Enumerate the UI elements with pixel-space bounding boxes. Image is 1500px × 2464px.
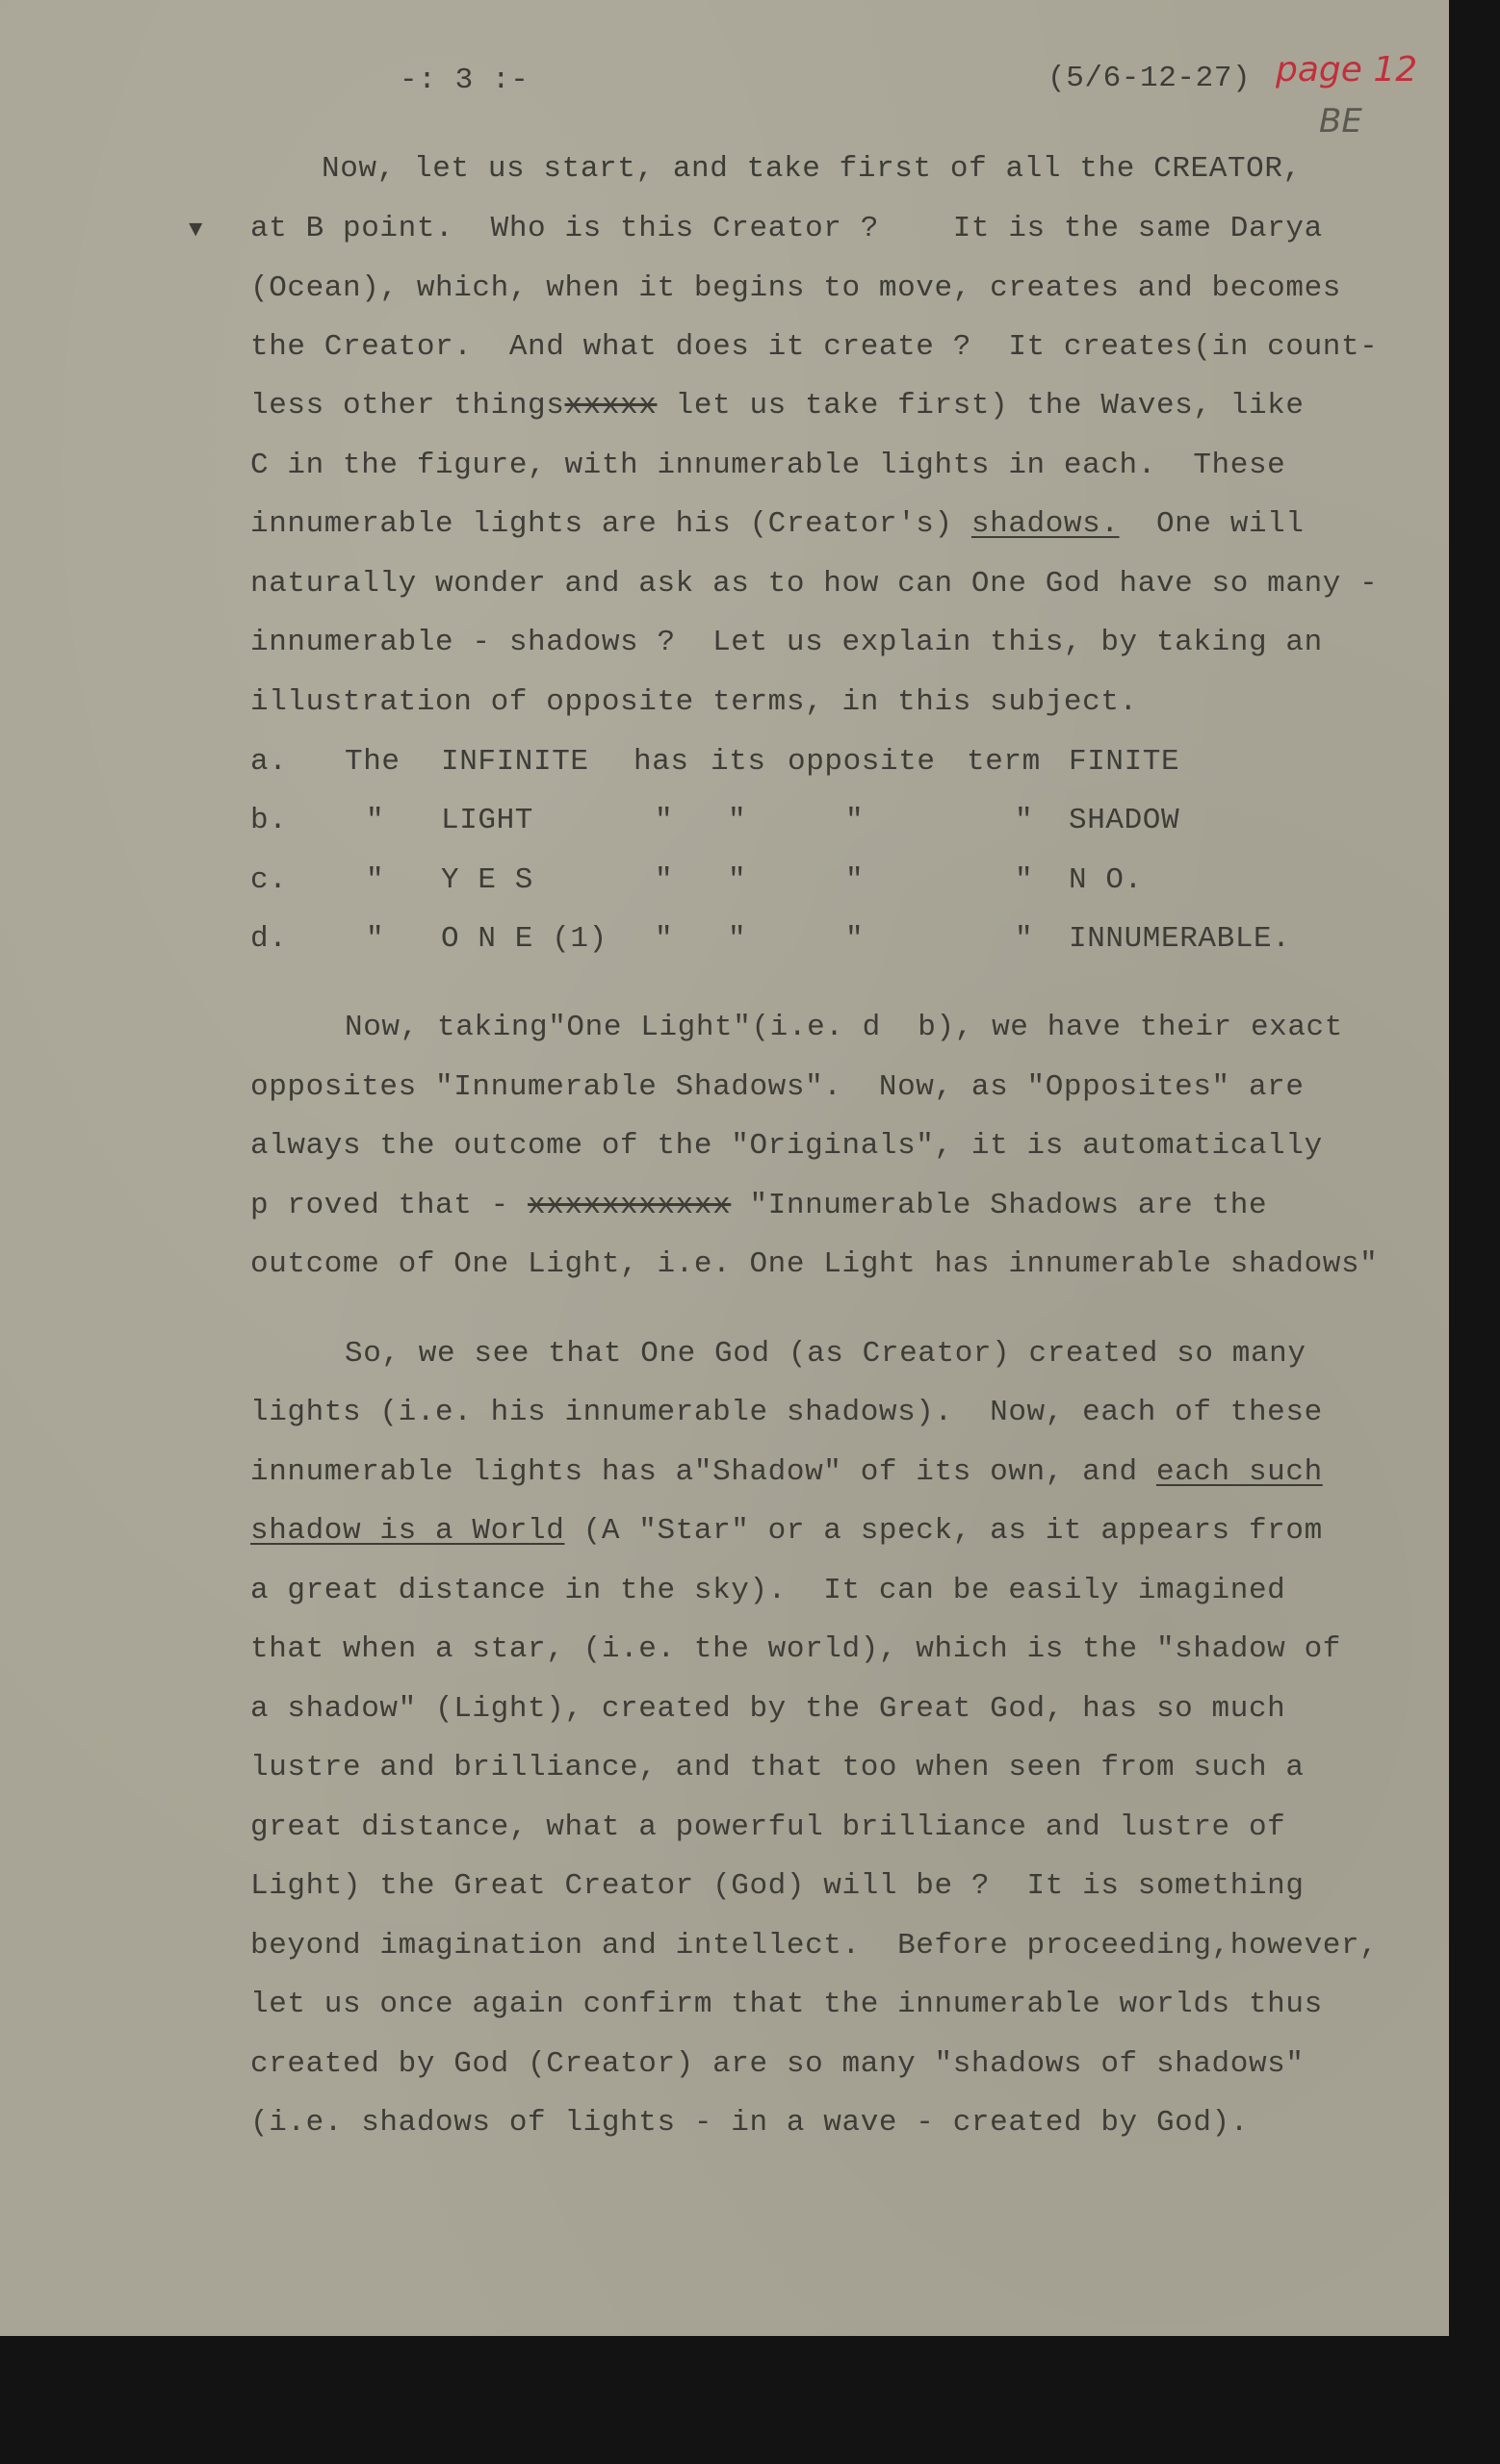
opposite-term: FINITE — [1069, 745, 1180, 779]
row-letter: d. — [250, 922, 288, 956]
connector-word: term — [967, 745, 1041, 779]
connector-word: its — [711, 745, 766, 779]
ditto-mark: " — [655, 922, 674, 956]
text-line: (Ocean), which, when it begins to move, creates and becomes — [250, 271, 1341, 305]
ditto-mark: " — [728, 863, 747, 897]
ditto-mark: " — [728, 922, 747, 956]
opposite-term: N O. — [1069, 863, 1143, 897]
text-segment: "Innumerable Shadows are the — [731, 1189, 1268, 1222]
text-segment: (A "Star" or a speck, as it appears from — [564, 1514, 1323, 1548]
ditto-mark: " — [655, 804, 674, 837]
term: O N E (1) — [441, 922, 608, 956]
underlined-text: each such — [1155, 1455, 1323, 1489]
text-line: lustre and brilliance, and that too when seen from such a — [250, 1751, 1305, 1784]
text-line: a shadow" (Light), created by the Great God, has so much — [250, 1692, 1286, 1726]
text-segment: innumerable lights has a"Shadow" of its own, and — [250, 1455, 1156, 1489]
text-segment: p roved that - — [250, 1189, 529, 1222]
ditto-mark: " — [845, 863, 865, 897]
connector-word: has — [634, 745, 689, 779]
text-line — [250, 1187, 1267, 1225]
page-number: -: 3 :- — [400, 64, 530, 97]
scan-border-right — [1449, 0, 1500, 2464]
ditto-mark: " — [1015, 863, 1034, 897]
text-segment: One will — [1119, 507, 1305, 541]
struck-out-text: xxxxxxxxxxx — [528, 1189, 732, 1222]
text-line: lights (i.e. his innumerable shadows). Now, each of these — [250, 1396, 1323, 1429]
text-line — [250, 1512, 1323, 1551]
row-letter: b. — [250, 804, 288, 837]
text-line: great distance, what a powerful brilliance and lustre of — [250, 1810, 1286, 1844]
row-prefix: The — [345, 745, 401, 779]
ditto-mark: " — [845, 922, 865, 956]
row-letter: a. — [250, 745, 288, 779]
handwritten-page-number: page 12 — [1276, 50, 1418, 90]
opposite-term: SHADOW — [1069, 804, 1180, 837]
ditto-mark: " — [366, 863, 385, 897]
underlined-text: shadow is a World — [250, 1514, 565, 1548]
text-line: (i.e. shadows of lights - in a wave - created by God). — [250, 2106, 1249, 2140]
margin-arrow: ▼ — [189, 218, 204, 244]
date-reference: (5/6-12-27) — [1047, 62, 1252, 95]
text-line: beyond imagination and intellect. Before proceeding,however, — [250, 1929, 1379, 1963]
ditto-mark: " — [728, 804, 747, 837]
text-line: outcome of One Light, i.e. One Light has innumerable shadows" — [250, 1247, 1379, 1281]
connector-word: opposite — [788, 745, 936, 779]
text-segment: less other things — [250, 389, 565, 423]
term: LIGHT — [441, 804, 534, 837]
text-line: Now, taking"One Light"(i.e. d b), we have their exact — [345, 1011, 1343, 1044]
ditto-mark: " — [1015, 922, 1034, 956]
term: INFINITE — [441, 745, 589, 779]
text-segment: innumerable lights are his (Creator's) — [250, 507, 971, 541]
text-line: So, we see that One God (as Creator) created so many — [345, 1337, 1306, 1371]
text-line: Now, let us start, and take first of all the CREATOR, — [322, 152, 1302, 186]
text-line: that when a star, (i.e. the world), which is the "shadow of — [250, 1632, 1341, 1666]
ditto-mark: " — [366, 804, 385, 837]
text-line: C in the figure, with innumerable lights in each. These — [250, 449, 1286, 482]
term: Y E S — [441, 863, 534, 897]
scan-border-bottom — [0, 2336, 1500, 2464]
text-line: let us once again confirm that the innumerable worlds thus — [250, 1988, 1323, 2021]
ditto-mark: " — [366, 922, 385, 956]
ditto-mark: " — [1015, 804, 1034, 837]
text-line: always the outcome of the "Originals", it is automatically — [250, 1129, 1323, 1163]
text-line — [250, 1453, 1323, 1492]
text-line: naturally wonder and ask as to how can One God have so many - — [250, 567, 1379, 601]
text-line — [250, 505, 1305, 544]
text-segment: let us take first) the Waves, like — [657, 389, 1305, 423]
text-line: a great distance in the sky). It can be easily imagined — [250, 1574, 1286, 1607]
struck-out-text: xxxxx — [564, 389, 658, 423]
text-line: opposites "Innumerable Shadows". Now, as "Opposites" are — [250, 1070, 1305, 1104]
handwritten-initials: BE — [1319, 102, 1362, 141]
text-line: illustration of opposite terms, in this subject. — [250, 685, 1138, 719]
opposite-term: INNUMERABLE. — [1069, 922, 1291, 956]
row-letter: c. — [250, 863, 288, 897]
text-line — [250, 387, 1305, 425]
text-line: the Creator. And what does it create ? It creates(in count- — [250, 330, 1379, 364]
ditto-mark: " — [845, 804, 865, 837]
text-line: at B point. Who is this Creator ? It is the same Darya — [250, 212, 1323, 245]
text-line: created by God (Creator) are so many "shadows of shadows" — [250, 2047, 1305, 2081]
ditto-mark: " — [655, 863, 674, 897]
underlined-text: shadows. — [970, 507, 1120, 541]
text-line: innumerable - shadows ? Let us explain this, by taking an — [250, 626, 1323, 659]
text-line: Light) the Great Creator (God) will be ? It is something — [250, 1869, 1305, 1903]
